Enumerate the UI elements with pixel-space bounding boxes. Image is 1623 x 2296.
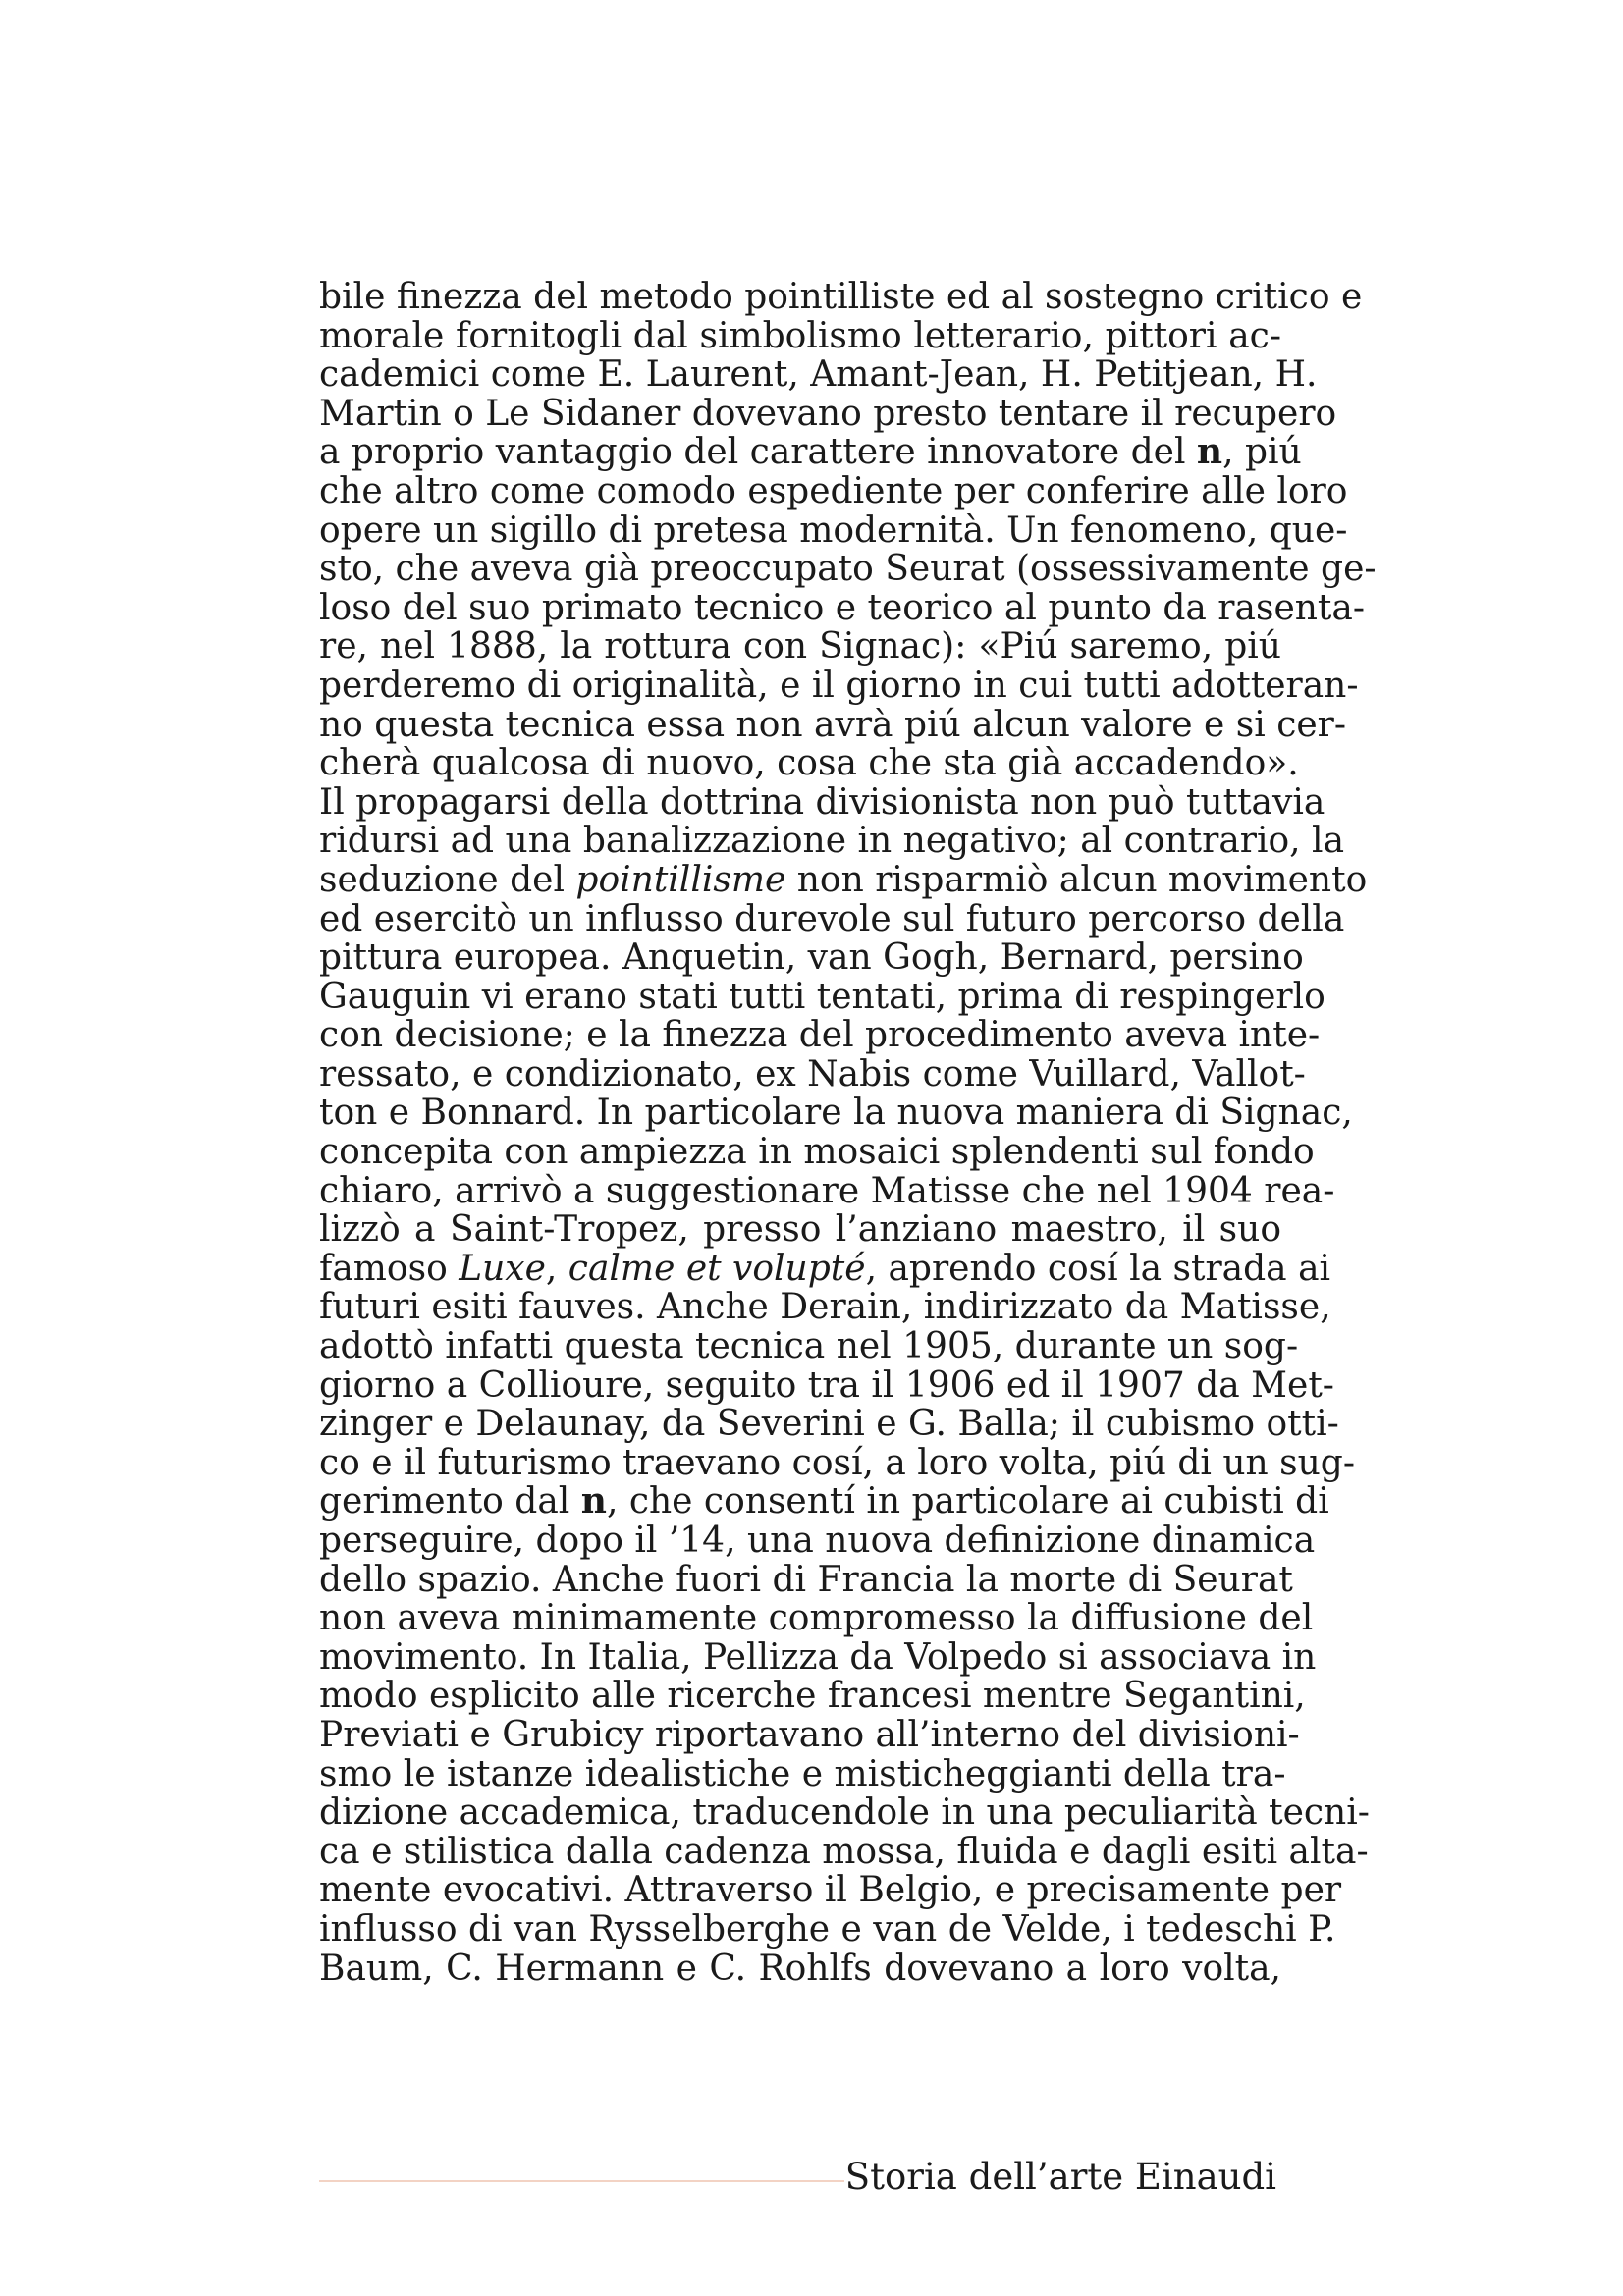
text-line: Previati e Grubicy riportavano all’interno del divisioni- xyxy=(319,1714,1300,1755)
text-line: ed esercitò un influsso durevole sul futuro percorso della xyxy=(319,898,1345,939)
text-line: seduzione del pointillisme non risparmiò alcun movimento xyxy=(319,859,1368,900)
text-line: no questa tecnica essa non avrà piú alcun valore e si cer- xyxy=(319,704,1347,745)
text-line: adottò infatti questa tecnica nel 1905, durante un sog- xyxy=(319,1326,1299,1367)
text-line: sto, che aveva già preoccupato Seurat (ossessivamente ge- xyxy=(319,549,1377,590)
text-line: pittura europea. Anquetin, van Gogh, Bernard, persino xyxy=(319,937,1304,979)
body-text xyxy=(319,277,1377,1989)
text-line: co e il futurismo traevano cosí, a loro volta, piú di un sug- xyxy=(319,1442,1356,1483)
text-line: dizione accademica, traducendole in una peculiarità tecni- xyxy=(319,1792,1370,1834)
text-line: giorno a Collioure, seguito tra il 1906 ed il 1907 da Met- xyxy=(319,1364,1334,1406)
text-line: lizzò a Saint-Tropez, presso l’anziano maestro, il suo xyxy=(319,1209,1281,1251)
text-line: perderemo di originalità, e il giorno in cui tutti adotteran- xyxy=(319,665,1359,706)
footer-divider xyxy=(319,2180,844,2182)
text-line: ridursi ad una banalizzazione in negativo; al contrario, la xyxy=(319,821,1345,862)
text-line: loso del suo primato tecnico e teorico al punto da rasenta- xyxy=(319,587,1366,628)
text-line: futuri esiti fauves. Anche Derain, indirizzato da Matisse, xyxy=(319,1287,1331,1328)
text-line: perseguire, dopo il ’14, una nuova definizione dinamica xyxy=(319,1521,1316,1561)
text-line: che altro come comodo espediente per conferire alle loro xyxy=(319,470,1348,511)
text-line: ton e Bonnard. In particolare la nuova maniera di Signac, xyxy=(319,1093,1353,1134)
footer-title: Storia dell’arte Einaudi xyxy=(844,2156,1276,2198)
italic-title: calme et volupté xyxy=(568,1248,866,1289)
text-line: influsso di van Rysselberghe e van de Velde, i tedeschi P. xyxy=(319,1908,1336,1949)
text-line: morale fornitogli dal simbolismo letterario, pittori ac- xyxy=(319,315,1281,356)
italic-term: pointillisme xyxy=(575,859,786,900)
italic-title: Luxe xyxy=(459,1248,546,1289)
text-line: cademici come E. Laurent, Amant-Jean, H. Petitjean, H. xyxy=(319,354,1318,396)
text-line: concepita con ampiezza in mosaici splendenti sul fondo xyxy=(319,1132,1315,1173)
text-line: con decisione; e la finezza del procedimento aveva inte- xyxy=(319,1015,1321,1056)
text-line: dello spazio. Anche fuori di Francia la morte di Seurat xyxy=(319,1559,1293,1600)
text-line: ca e stilistica dalla cadenza mossa, fluida e dagli esiti alta- xyxy=(319,1831,1369,1872)
text-line: ressato, e condizionato, ex Nabis come Vuillard, Vallot- xyxy=(319,1053,1306,1095)
text-line: Martin o Le Sidaner dovevano presto tentare il recupero xyxy=(319,393,1337,434)
text-line: opere un sigillo di pretesa modernità. Un fenomeno, que- xyxy=(319,509,1348,551)
text-line: smo le istanze idealistiche e misticheggianti della tra- xyxy=(319,1753,1286,1794)
text-line: zinger e Delaunay, da Severini e G. Balla; il cubismo otti- xyxy=(319,1404,1339,1445)
text-line: non aveva minimamente compromesso la diffusione del xyxy=(319,1598,1314,1639)
text-line: famoso Luxe, calme et volupté, aprendo cosí la strada ai xyxy=(319,1248,1331,1289)
text-line: modo esplicito alle ricerche francesi mentre Segantini, xyxy=(319,1676,1306,1717)
text-line: Baum, C. Hermann e C. Rohlfs dovevano a loro volta, xyxy=(319,1948,1281,1989)
text-line: chiaro, arrivò a suggestionare Matisse che nel 1904 rea- xyxy=(319,1170,1335,1211)
text-line: bile finezza del metodo pointilliste ed al sostegno critico e xyxy=(319,277,1363,317)
text-line: cherà qualcosa di nuovo, cosa che sta già accadendo». xyxy=(319,743,1299,784)
text-line: a proprio vantaggio del carattere innovatore del n, piú xyxy=(319,431,1302,473)
text-line: Gauguin vi erano stati tutti tentati, prima di respingerlo xyxy=(319,976,1325,1017)
text-line: mente evocativi. Attraverso il Belgio, e precisamente per xyxy=(319,1870,1342,1911)
text-line: movimento. In Italia, Pellizza da Volpedo si associava in xyxy=(319,1636,1317,1678)
abbrev-n: n xyxy=(1196,431,1223,473)
text-line: Il propagarsi della dottrina divisionista non può tuttavia xyxy=(319,781,1325,823)
text-line: gerimento dal n, che consentí in particolare ai cubisti di xyxy=(319,1480,1329,1522)
abbrev-n: n xyxy=(580,1480,607,1522)
text-line: re, nel 1888, la rottura con Signac): «Piú saremo, piú xyxy=(319,626,1281,667)
